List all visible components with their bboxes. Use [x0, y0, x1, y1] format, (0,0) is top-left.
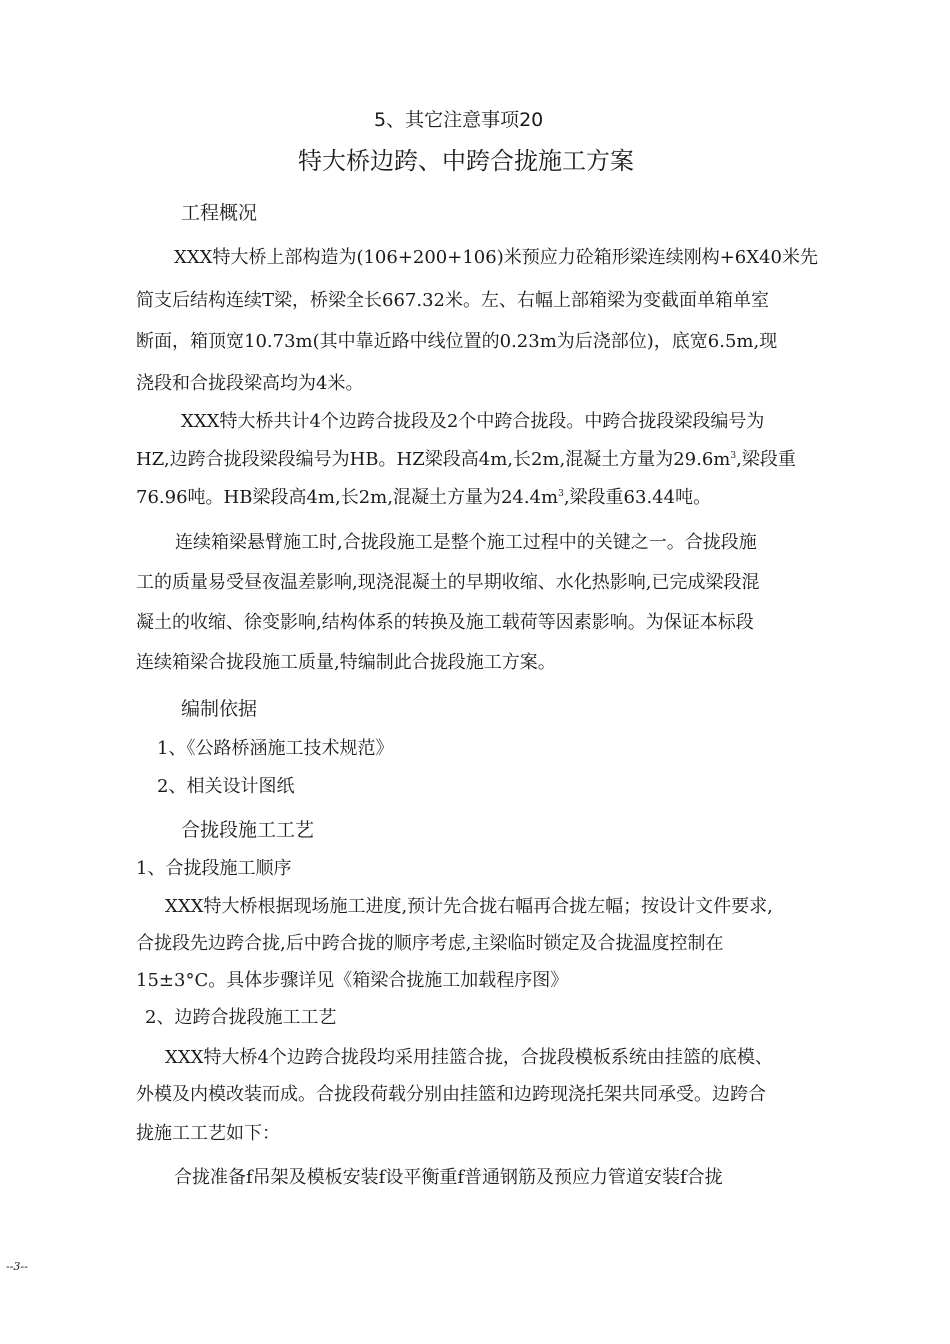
subsection-title: 2、边跨合拢段施工工艺 — [145, 1007, 337, 1028]
paragraph-line: 凝土的收缩、徐变影响,结构体系的转换及施工载荷等因素影响。为保证本标段 — [136, 612, 754, 633]
paragraph-line — [136, 486, 711, 510]
paragraph-line: 连续箱梁合拢段施工质量,特编制此合拢段施工方案。 — [136, 652, 556, 673]
list-item: 1、《公路桥涵施工技术规范》 — [157, 738, 394, 759]
page-title: 特大桥边跨、中跨合拢施工方案 — [298, 147, 634, 175]
section-heading-basis: 编制依据 — [181, 698, 258, 720]
paragraph-line: XXX特大桥共计4个边跨合拢段及2个中跨合拢段。中跨合拢段梁段编号为 — [181, 411, 765, 432]
paragraph-line: 15±3°C。具体步骤详见《箱梁合拢施工加载程序图》 — [136, 970, 569, 991]
paragraph-line: XXX特大桥上部构造为(106+200+106)米预应力砼箱形梁连续刚构+6X40米先 — [174, 247, 818, 268]
paragraph-line: 拢施工工艺如下： — [136, 1123, 280, 1144]
paragraph-line — [136, 448, 796, 472]
subsection-title: 1、合拢段施工顺序 — [136, 858, 292, 879]
superscript: 3 — [558, 489, 564, 499]
paragraph-line: 合拢准备f吊架及模板安装f设平衡重f普通钢筋及预应力管道安装f合拢 — [174, 1167, 723, 1188]
paragraph-line: 浇段和合拢段梁高均为4米。 — [136, 373, 364, 394]
paragraph-line: 连续箱梁悬臂施工时,合拢段施工是整个施工过程中的关键之一。合拢段施 — [175, 532, 757, 553]
paragraph-line: 外模及内模改装而成。合拢段荷载分别由挂篮和边跨现浇托架共同承受。边跨合 — [136, 1084, 766, 1105]
section-heading-process: 合拢段施工工艺 — [181, 819, 315, 841]
paragraph-line: 工的质量易受昼夜温差影响,现浇混凝土的早期收缩、水化热影响,已完成梁段混 — [136, 572, 760, 593]
paragraph-line: XXX特大桥4个边跨合拢段均采用挂篮合拢，合拢段模板系统由挂篮的底模、 — [165, 1047, 773, 1068]
text-segment: ,梁段重 — [736, 449, 796, 470]
text-segment: 76.96吨。HB梁段高4m,长2m,混凝土方量为24.4m — [136, 487, 559, 508]
text-segment: ,梁段重63.44吨。 — [563, 487, 712, 508]
toc-line: 5、其它注意事项20 — [374, 109, 544, 131]
paragraph-line: 简支后结构连续T梁，桥梁全长667.32米。左、右幅上部箱梁为变截面单箱单室 — [136, 290, 769, 311]
paragraph-line: XXX特大桥根据现场施工进度,预计先合拢右幅再合拢左幅；按设计文件要求, — [165, 896, 773, 917]
superscript: 3 — [730, 451, 737, 461]
list-item: 2、相关设计图纸 — [157, 776, 295, 797]
paragraph-line: 合拢段先边跨合拢,后中跨合拢的顺序考虑,主梁临时锁定及合拢温度控制在 — [136, 933, 724, 954]
section-heading-overview: 工程概况 — [181, 202, 258, 224]
page-number: --3-- — [6, 1260, 28, 1273]
paragraph-line: 断面，箱顶宽10.73m(其中靠近路中线位置的0.23m为后浇部位)，底宽6.5m,现 — [136, 331, 778, 352]
text-segment: HZ,边跨合拢段梁段编号为HB。HZ梁段高4m,长2m,混凝土方量为29.6m — [136, 449, 731, 470]
